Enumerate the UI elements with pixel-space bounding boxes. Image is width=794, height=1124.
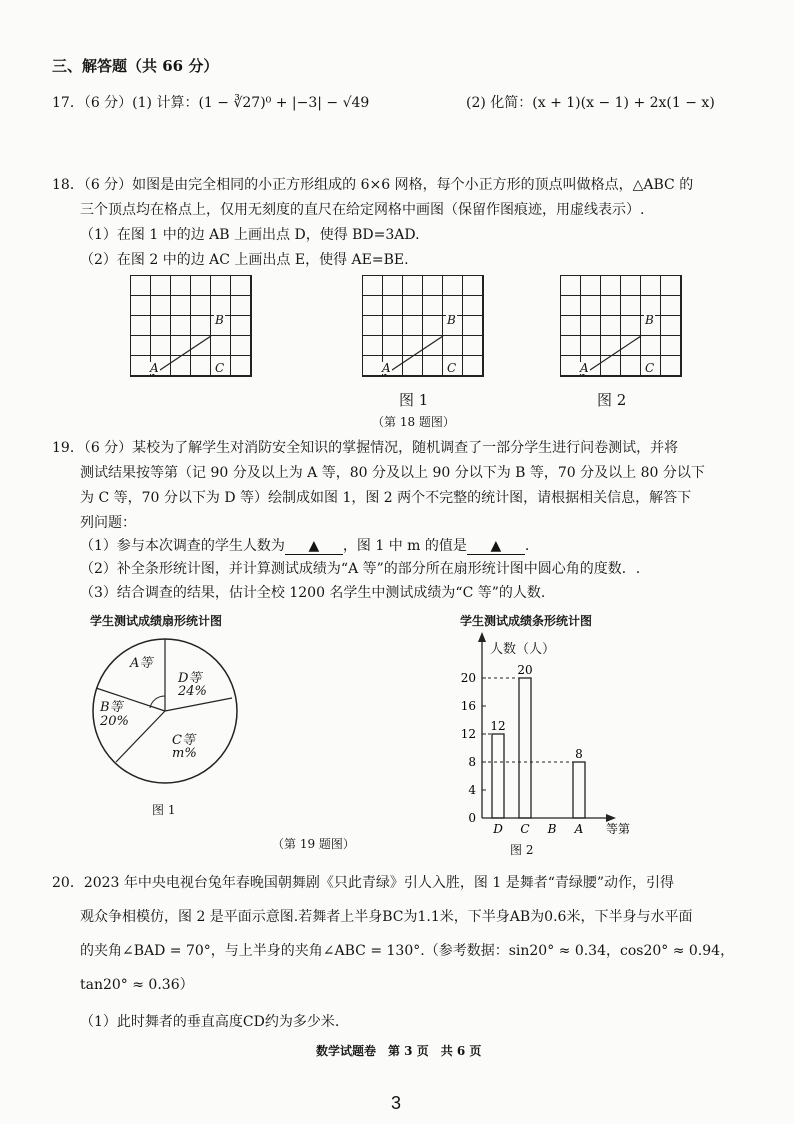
q18-part1: （1）在图 1 中的边 AB 上画出点 D，使得 BD=3AD. [80,227,420,243]
q19-part1-text-a: （1）参与本次调查的学生人数为 [80,538,285,554]
label-a: A [580,361,589,375]
q18-fig2-caption: 图 2 [597,391,627,409]
q19-stem-line4: 列问题： [80,515,136,531]
pie-label-d-pct: 24% [178,684,207,699]
x-tick-label-B: B [547,822,557,836]
x-axis-arrow [606,814,616,822]
origin-label: 0 [468,811,476,825]
q19-part2: （2）补全条形统计图，并计算测试成绩为“A 等”的部分所在扇形统计图中圆心角的度数．. [80,561,641,577]
pie-fig-caption: 图 1 [152,803,176,817]
q20-stem-line2: 观众争相模仿，图 2 是平面示意图.若舞者上半身BC为1.1米，下半身AB为0.6米，下半身与水平面 [80,909,693,925]
y-axis-arrow [478,632,486,642]
y-tick-label: 12 [460,727,476,741]
data-label-D: 12 [490,719,506,733]
triangle-abc-fig2 [561,276,681,376]
data-label-C: 20 [517,663,533,677]
x-tick-label-C: C [520,822,530,836]
q19-figure-caption: （第 19 题图） [272,837,355,851]
label-c: C [645,361,655,375]
pie-label-d: D等 [178,671,202,686]
q20-part1: （1）此时舞者的垂直高度CD约为多少米. [80,1014,340,1030]
grid-figure-1 [362,275,484,377]
grid-figure-plain [130,275,252,377]
pie-chart-title: 学生测试成绩扇形统计图 [90,614,223,628]
pie-label-c-pct: m% [172,746,197,761]
bar-chart-ylabel: 人数（人） [490,642,556,657]
q20-stem-line4: tan20° ≈ 0.36） [80,977,194,993]
x-axis-label: 等第 [605,822,631,836]
bar-D [492,734,504,818]
page-number: 3 [391,1093,402,1113]
answer-blank-2[interactable]: ▲ [467,538,525,555]
bar-fig-caption: 图 2 [510,843,534,857]
page-footer: 数学试题卷 第 3 页 共 6 页 [316,1044,482,1058]
q18-part2: （2）在图 2 中的边 AC 上画出点 E，使得 AE=BE. [80,252,409,268]
q19-stem-line2: 测试结果按等第（记 90 分及以上为 A 等，80 分及以上 90 分以下为 B 等，70 分及以上 80 分以下 [80,465,705,481]
triangle-abc-plain [131,276,251,376]
bar-chart-title: 学生测试成绩条形统计图 [460,614,593,628]
bar-chart [440,630,640,845]
q18-stem-line2: 三个顶点均在格点上，仅用无刻度的直尺在给定网格中画图（保留作图痕迹，用虚线表示）. [80,202,645,218]
q20-stem-line3: 的夹角∠BAD = 70°，与上半身的夹角∠ABC = 130°.（参考数据：sin20° ≈ 0.34，cos20° ≈ 0.94， [80,943,735,959]
label-c: C [215,361,225,375]
triangle-abc-fig1 [363,276,483,376]
q18-fig1-caption: 图 1 [399,391,429,409]
y-tick-label: 8 [468,755,476,769]
pie-label-c: C等 [172,733,195,748]
x-tick-label-A: A [574,822,584,836]
bar-C [519,678,531,818]
q19-part1 [80,535,529,555]
q18-stem-line1: 18．（6 分）如图是由完全相同的小正方形组成的 6×6 网格，每个小正方形的顶点叫做格点，△ABC 的 [52,177,694,193]
section-title: 三、解答题（共 66 分） [52,57,219,75]
q19-part1-text-c: . [524,538,530,554]
label-c: C [447,361,457,375]
y-tick-label: 16 [460,699,476,713]
pie-label-a: A等 [130,656,153,671]
answer-blank-1[interactable]: ▲ [285,538,343,555]
q19-stem-line1: 19．（6 分）某校为了解学生对消防安全知识的掌握情况，随机调查了一部分学生进行问卷测试，并将 [52,440,679,456]
label-a: A [150,361,159,375]
x-tick-label-D: D [493,822,503,836]
label-a: A [382,361,391,375]
pie-label-b: B等 [100,700,123,715]
q19-part3: （3）结合调查的结果，估计全校 1200 名学生中测试成绩为“C 等”的人数. [80,585,546,601]
label-b: B [215,313,224,327]
y-tick-label: 4 [468,783,476,797]
pie-label-b-pct: 20% [100,714,129,729]
q17-part2: (2) 化简：(x + 1)(x − 1) + 2x(1 − x) [466,95,715,111]
q18-figure-caption: （第 18 题图） [372,415,455,429]
q20-stem-line1: 20．2023 年中央电视台兔年春晚国朝舞剧《只此青绿》引人入胜，图 1 是舞者“青绿腰”动作，引得 [52,875,675,891]
data-label-A: 8 [575,747,583,761]
bar-A [573,762,585,818]
q17-part1: 17．（6 分）(1) 计算：(1 − ∛27)⁰ + |−3| − √49 [52,95,370,111]
grid-figure-2 [560,275,682,377]
label-b: B [447,313,456,327]
label-b: B [645,313,654,327]
y-tick-label: 20 [460,671,476,685]
pie-divider-dc [165,698,232,711]
q19-stem-line3: 为 C 等，70 分以下为 D 等）绘制成如图 1，图 2 两个不完整的统计图，请根据相关信息，解答下 [80,490,692,506]
q19-part1-text-b: ，图 1 中 m 的值是 [342,538,467,554]
